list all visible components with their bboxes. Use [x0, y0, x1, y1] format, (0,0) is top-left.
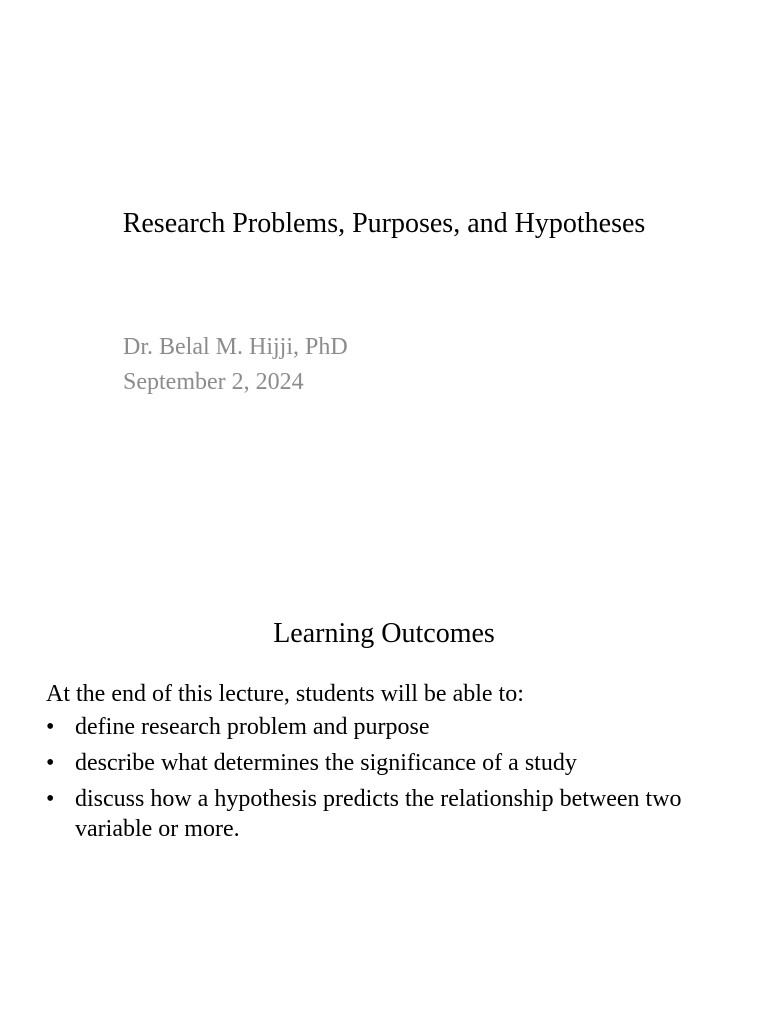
- list-item: [46, 784, 726, 844]
- bullet-text: define research problem and purpose: [75, 714, 430, 740]
- author-name: Dr. Belal M. Hijji, PhD: [123, 334, 348, 360]
- bullet-icon: •: [46, 750, 55, 776]
- presentation-date: September 2, 2024: [123, 369, 304, 395]
- list-item: [46, 712, 726, 742]
- bullet-icon: •: [46, 786, 55, 812]
- slide-title: Research Problems, Purposes, and Hypotheses: [122, 208, 646, 239]
- outcomes-title: Learning Outcomes: [273, 618, 495, 649]
- outcomes-list: [46, 712, 726, 850]
- outcomes-intro: At the end of this lecture, students will be able to:: [46, 681, 524, 707]
- slide-subtitle: [123, 330, 348, 400]
- list-item: [46, 748, 726, 778]
- bullet-text: describe what determines the significance of a study: [75, 750, 577, 776]
- learning-outcomes-slide: [0, 512, 768, 1024]
- bullet-icon: •: [46, 714, 55, 740]
- bullet-text: discuss how a hypothesis predicts the relationship between two variable or more.: [75, 786, 682, 842]
